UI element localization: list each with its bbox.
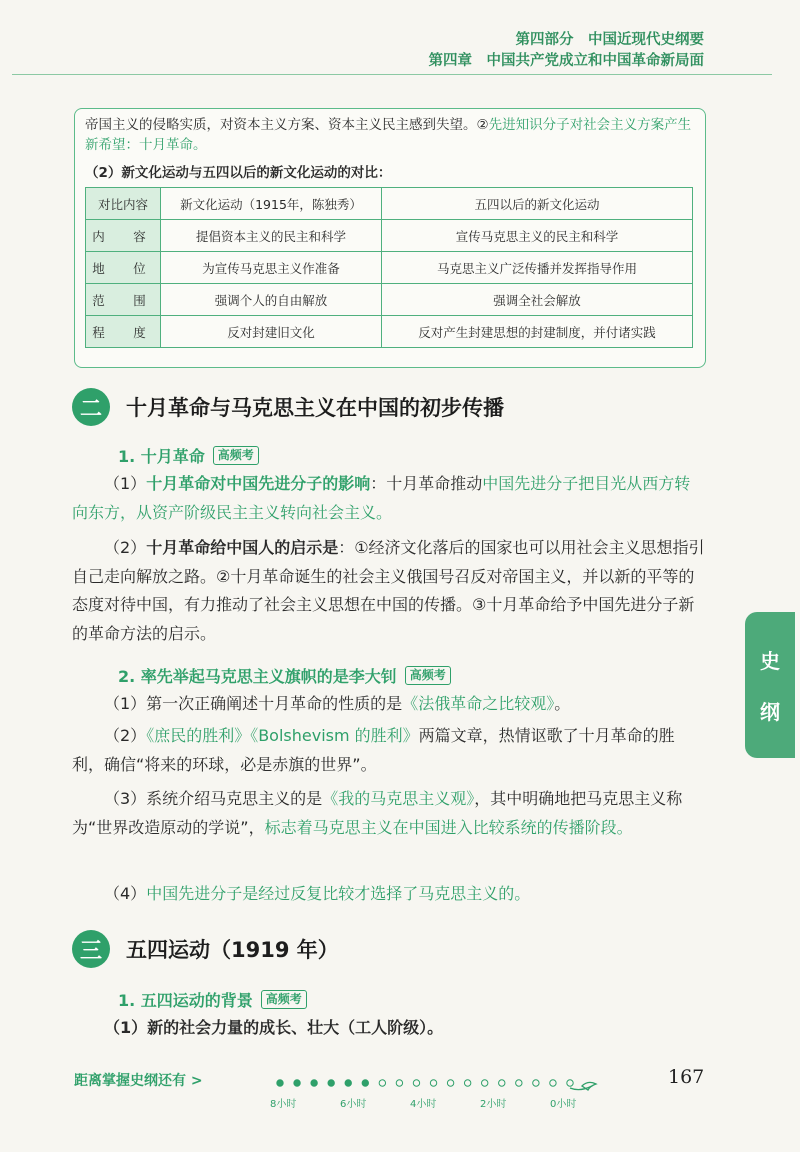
keyword-badge: 高频考 xyxy=(213,446,259,465)
table-cell: 强调全社会解放 xyxy=(382,284,693,316)
section-number-badge: 三 xyxy=(72,930,110,968)
section-title: 五四运动（1919 年） xyxy=(126,938,339,962)
table-row-label: 程 度 xyxy=(86,316,161,348)
table-row-label: 范 围 xyxy=(86,284,161,316)
progress-dot-empty xyxy=(482,1080,488,1086)
progress-dot-empty xyxy=(499,1080,505,1086)
progress-tick-label: 8小时 xyxy=(270,1099,297,1110)
table-cell: 宣传马克思主义的民主和科学 xyxy=(382,220,693,252)
comparison-table xyxy=(85,187,693,348)
progress-dot-empty xyxy=(413,1080,419,1086)
keyword-badge: 高频考 xyxy=(261,990,307,1009)
table-cell: 马克思主义广泛传播并发挥指导作用 xyxy=(382,252,693,284)
running-header xyxy=(429,30,705,72)
progress-dot-filled xyxy=(345,1080,351,1086)
section-title: 十月革命与马克思主义在中国的初步传播 xyxy=(126,396,504,420)
subheading-may-fourth-background: 1. 五四运动的背景 高频考 xyxy=(118,988,307,1011)
table-cell: 为宣传马克思主义作准备 xyxy=(161,252,382,284)
progress-dot-empty xyxy=(516,1080,522,1086)
box-intro: 帝国主义的侵略实质，对资本主义方案、资本主义民主感到失望。②先进知识分子对社会主义方案产生新希望：十月革命。 xyxy=(85,117,692,153)
progress-dot-empty xyxy=(533,1080,539,1086)
paragraph-2-4: （4）中国先进分子是经过反复比较才选择了马克思主义的。 xyxy=(104,884,531,903)
table-header-cell: 五四以后的新文化运动 xyxy=(382,188,693,220)
table-row xyxy=(86,220,693,252)
paragraph-1-1: （1）十月革命对中国先进分子的影响：十月革命推动中国先进分子把目光从西方转向东方，从资产阶级民主主义转向社会主义。 xyxy=(72,474,691,522)
progress-dot-empty xyxy=(567,1080,573,1086)
table-header-row xyxy=(86,188,693,220)
section-3-heading xyxy=(72,930,339,968)
progress-dot-empty xyxy=(550,1080,556,1086)
table-row xyxy=(86,284,693,316)
paragraph-2-1: （1）第一次正确阐述十月革命的性质的是《法俄革命之比较观》。 xyxy=(104,694,571,713)
paragraph-1-2: （2）十月革命给中国人的启示是：①经济文化落后的国家也可以用社会主义思想指引自己走向解放之路。②十月革命诞生的社会主义俄国号召反对帝国主义，并以新的平等的态度对待中国，有力推动了社会主义思想在中国的传播。③十月革命给予中国先进分子新的革命方法的启示。 xyxy=(72,538,705,643)
bird-icon xyxy=(570,1082,596,1090)
progress-dot-empty xyxy=(379,1080,385,1086)
subheading-october-revolution: 1. 十月革命 高频考 xyxy=(118,444,259,467)
progress-dot-empty xyxy=(447,1080,453,1086)
progress-tick-label: 6小时 xyxy=(340,1099,367,1110)
header-divider xyxy=(12,74,772,75)
paragraph-2-2: （2）《庶民的胜利》《Bolshevism 的胜利》两篇文章，热情讴歌了十月革命的胜利，确信“将来的环球，必是赤旗的世界”。 xyxy=(72,726,675,774)
table-row-label: 地 位 xyxy=(86,252,161,284)
footer-progress-label: 距离掌握史纲还有 > xyxy=(74,1073,203,1089)
table-cell: 反对产生封建思想的封建制度，并付诸实践 xyxy=(382,316,693,348)
header-chapter: 第四章 中国共产党成立和中国革命新局面 xyxy=(428,53,704,69)
progress-dot-filled xyxy=(311,1080,317,1086)
progress-tick-label: 4小时 xyxy=(410,1099,437,1110)
subheading-li-dazhao: 2. 率先举起马克思主义旗帜的是李大钊 高频考 xyxy=(118,664,451,687)
paragraph-2-3: （3）系统介绍马克思主义的是《我的马克思主义观》，其中明确地把马克思主义称为“世界改造原动的学说”，标志着马克思主义在中国进入比较系统的传播阶段。 xyxy=(72,789,683,837)
table-row xyxy=(86,252,693,284)
section-number-badge: 二 xyxy=(72,388,110,426)
table-cell: 提倡资本主义的民主和科学 xyxy=(161,220,382,252)
table-row-label: 内 容 xyxy=(86,220,161,252)
page-number: 167 xyxy=(668,1066,705,1088)
progress-dot-empty xyxy=(430,1080,436,1086)
progress-tick-label: 0小时 xyxy=(550,1099,577,1110)
progress-dot-filled xyxy=(328,1080,334,1086)
progress-tick-label: 2小时 xyxy=(480,1099,507,1110)
progress-dot-filled xyxy=(362,1080,368,1086)
table-header-cell: 对比内容 xyxy=(86,188,161,220)
table-row xyxy=(86,316,693,348)
table-cell: 强调个人的自由解放 xyxy=(161,284,382,316)
comparison-box xyxy=(74,108,706,368)
progress-dot-filled xyxy=(277,1080,283,1086)
progress-dot-empty xyxy=(464,1080,470,1086)
paragraph-3-1: （1）新的社会力量的成长、壮大（工人阶级）。 xyxy=(104,1018,444,1037)
keyword-badge: 高频考 xyxy=(405,666,451,685)
progress-dot-filled xyxy=(294,1080,300,1086)
table-header-cell: 新文化运动（1915年，陈独秀） xyxy=(161,188,382,220)
box-subtitle: （2）新文化运动与五四以后的新文化运动的对比： xyxy=(85,165,392,181)
table-cell: 反对封建旧文化 xyxy=(161,316,382,348)
header-part: 第四部分 中国近现代史纲要 xyxy=(515,32,704,48)
section-2-heading xyxy=(72,388,504,426)
side-tab-shigang: 史 纲 xyxy=(745,612,795,758)
progress-dot-empty xyxy=(396,1080,402,1086)
progress-track xyxy=(270,1074,600,1114)
